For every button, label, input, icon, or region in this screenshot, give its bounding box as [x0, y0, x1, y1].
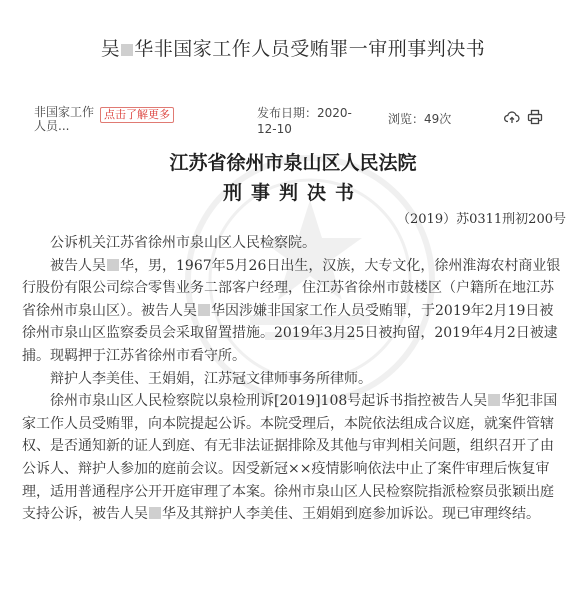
p4-part-b: 华犯非国家工作人员受贿罪，向本院提起公诉。本院受理后，本院依法组成合议庭，就案件管辖权、是否通知新的证人到庭、有无非法证据排除及其他与审判相关问题，组织召开了由公诉人、辩护人参加的庭前会议。因受新冠××疫情影响依法中止了案件审理后恢复审理，适用普通程序公开开庭审理了本案。徐州市泉山区人民检察院指派检察员张颖出庭支持公诉，被告人吴 [22, 393, 558, 523]
document-type: 刑事判决书 [222, 182, 363, 204]
meta-bar [0, 102, 586, 136]
learn-more-badge[interactable]: 点击了解更多 [100, 107, 174, 123]
p2-part-a: 被告人吴 [50, 257, 106, 274]
redaction-mark [107, 259, 119, 271]
printer-icon[interactable] [527, 109, 543, 125]
category-link[interactable]: 非国家工作人员... [34, 105, 95, 133]
page-title [0, 34, 586, 61]
views-value: 49次 [424, 112, 452, 126]
p4-part-c: 华及其辩护人李美佳、王娟娟到庭参加诉讼。现已审理终结。 [162, 506, 540, 523]
date-value: 2020-12-10 [257, 106, 352, 136]
cloud-upload-icon[interactable] [504, 109, 520, 125]
date-label: 发布日期： [257, 106, 318, 120]
redaction-mark [198, 304, 210, 316]
view-count [388, 110, 451, 127]
court-name: 江苏省徐州市泉山区人民法院 [169, 152, 417, 174]
p4-part-a: 徐州市泉山区人民检察院以泉检刑诉[2019]108号起诉书指控被告人吴 [50, 393, 488, 410]
views-label: 浏览： [388, 112, 425, 126]
title-suffix: 华非国家工作人员受贿罪一审刑事判决书 [134, 38, 486, 60]
bottom-fade [0, 572, 586, 600]
redaction-mark [488, 394, 500, 406]
redaction-mark [121, 44, 133, 56]
p2-part-c: 华因涉嫌非国家工作人员受贿罪，于2019年2月19日被徐州市泉山区监察委员会采取留置措施。2019年3月25日被拘留，2019年4月2日被逮捕。现羁押于江苏省徐州市看守所。 [22, 302, 558, 364]
paragraph-defense-counsel: 辩护人李美佳、王娟娟，江苏冠文律师事务所律师。 [50, 370, 372, 387]
paragraph-procedure [22, 390, 564, 526]
title-prefix: 吴 [100, 38, 121, 60]
paragraph-defendant [22, 255, 564, 368]
case-number: （2019）苏0311刑初200号 [397, 212, 566, 227]
judgment-body [22, 232, 564, 526]
p2-part-b: 华，男，1967年5月26日出生，汉族，大专文化，徐州淮海农村商业银行股份有限公司综合零售业务二部客户经理，住江苏省徐州市鼓楼区（户籍所在地江苏省徐州市泉山区）。被告人吴 [22, 257, 561, 319]
redaction-mark [149, 507, 161, 519]
publish-date [257, 105, 367, 137]
paragraph-prosecutor: 公诉机关江苏省徐州市泉山区人民检察院。 [50, 235, 316, 251]
